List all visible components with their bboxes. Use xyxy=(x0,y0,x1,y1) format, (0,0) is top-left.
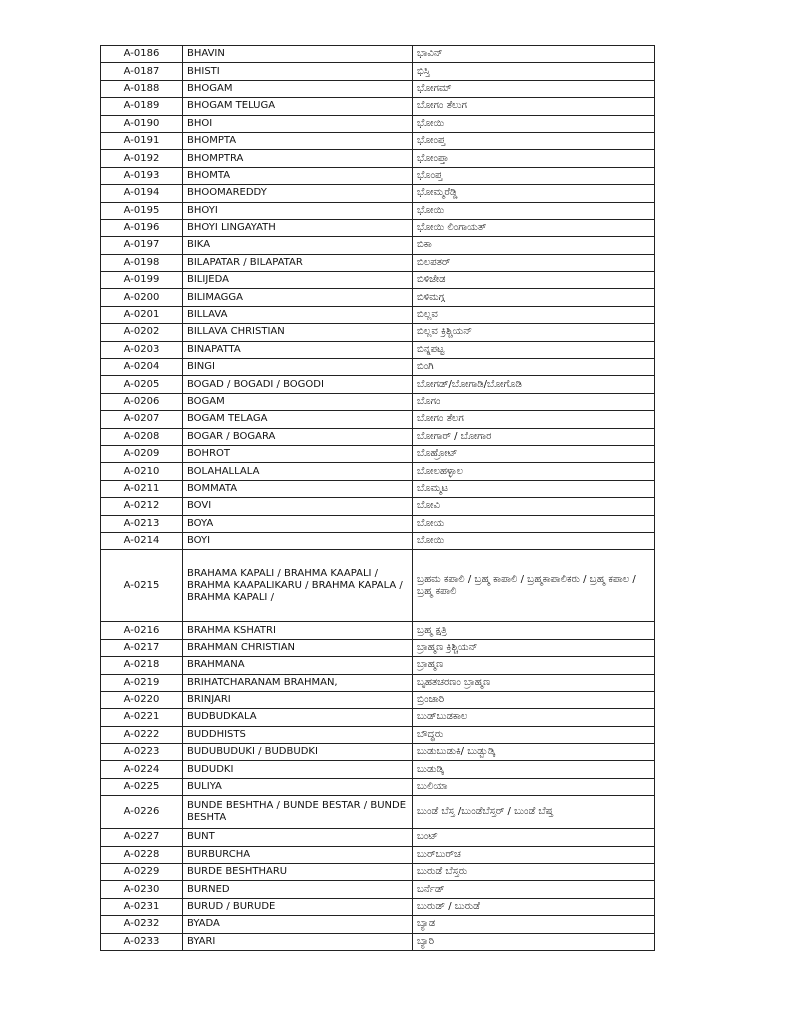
code-cell: A-0219 xyxy=(101,674,183,691)
code-cell: A-0211 xyxy=(101,480,183,497)
english-name-cell: BUDDHISTS xyxy=(183,726,413,743)
code-cell: A-0222 xyxy=(101,726,183,743)
table-row xyxy=(101,898,655,915)
kannada-name-cell: ಬುಡ್‌ಬುಡಕಾಲ xyxy=(413,709,655,726)
english-name-cell: BURNED xyxy=(183,881,413,898)
code-cell: A-0213 xyxy=(101,515,183,532)
english-name-cell: BOMMATA xyxy=(183,480,413,497)
kannada-name-cell: ಬಿಂಗಿ xyxy=(413,359,655,376)
table-row xyxy=(101,532,655,549)
table-row xyxy=(101,726,655,743)
table-row xyxy=(101,916,655,933)
code-cell: A-0203 xyxy=(101,341,183,358)
code-cell: A-0201 xyxy=(101,306,183,323)
code-cell: A-0217 xyxy=(101,639,183,656)
table-row xyxy=(101,761,655,778)
table-row xyxy=(101,515,655,532)
table-row xyxy=(101,622,655,639)
code-cell: A-0226 xyxy=(101,796,183,829)
english-name-cell: BUDBUDKALA xyxy=(183,709,413,726)
english-name-cell: BRAHMA KSHATRI xyxy=(183,622,413,639)
kannada-name-cell: ಬೋಗಡ್/ಬೋಗಾಡಿ/ಬೋಗೊಡಿ xyxy=(413,376,655,393)
code-cell: A-0204 xyxy=(101,359,183,376)
english-name-cell: BILAPATAR / BILAPATAR xyxy=(183,254,413,271)
table-row xyxy=(101,219,655,236)
kannada-name-cell: ಭೋಯಿ xyxy=(413,202,655,219)
kannada-name-cell: ಭೋಯಿ xyxy=(413,115,655,132)
code-cell: A-0186 xyxy=(101,46,183,63)
kannada-name-cell: ಬುಡುಬುಡುಕಿ/ ಬುಡ್ಬುಡ್ಕಿ xyxy=(413,744,655,761)
english-name-cell: BUDUBUDUKI / BUDBUDKI xyxy=(183,744,413,761)
english-name-cell: BOLAHALLALA xyxy=(183,463,413,480)
english-name-cell: BILLAVA xyxy=(183,306,413,323)
kannada-name-cell: ಬ್ರಹ್ಮ ಕ್ಷತ್ರಿ xyxy=(413,622,655,639)
kannada-name-cell: ಭೊಂಪ್ತ xyxy=(413,167,655,184)
code-cell: A-0230 xyxy=(101,881,183,898)
code-cell: A-0188 xyxy=(101,80,183,97)
table-row xyxy=(101,98,655,115)
table-row xyxy=(101,778,655,795)
code-cell: A-0218 xyxy=(101,657,183,674)
code-cell: A-0220 xyxy=(101,691,183,708)
table-row xyxy=(101,498,655,515)
table-row xyxy=(101,864,655,881)
english-name-cell: BILIJEDA xyxy=(183,272,413,289)
kannada-name-cell: ಬ್ಯಾರಿ xyxy=(413,933,655,950)
english-name-cell: BHOOMAREDDY xyxy=(183,185,413,202)
english-name-cell: BHOYI xyxy=(183,202,413,219)
english-name-cell: BOGAM xyxy=(183,393,413,410)
english-name-cell: BHOMPTA xyxy=(183,132,413,149)
kannada-name-cell: ಬೋವಿ xyxy=(413,498,655,515)
english-name-cell: BHOYI LINGAYATH xyxy=(183,219,413,236)
kannada-name-cell: ಬ್ರಾಹ್ಮಣ ಕ್ರಿಶ್ಚಿಯನ್ xyxy=(413,639,655,656)
code-cell: A-0200 xyxy=(101,289,183,306)
kannada-name-cell: ಬಿಲ್ಲವ ಕ್ರಿಶ್ಚಿಯನ್ xyxy=(413,324,655,341)
english-name-cell: BINAPATTA xyxy=(183,341,413,358)
code-cell: A-0214 xyxy=(101,532,183,549)
kannada-name-cell: ಬೊಗಂ xyxy=(413,393,655,410)
english-name-cell: BHOMTA xyxy=(183,167,413,184)
english-name-cell: BYARI xyxy=(183,933,413,950)
kannada-name-cell: ಭೋಗಮ್ xyxy=(413,80,655,97)
code-cell: A-0212 xyxy=(101,498,183,515)
english-name-cell: BHOGAM xyxy=(183,80,413,97)
caste-list-table xyxy=(100,45,655,951)
kannada-name-cell: ಭಿಸ್ತಿ xyxy=(413,63,655,80)
kannada-name-cell: ಬಂಟ್ xyxy=(413,829,655,846)
code-cell: A-0195 xyxy=(101,202,183,219)
code-cell: A-0190 xyxy=(101,115,183,132)
table-row xyxy=(101,428,655,445)
kannada-name-cell: ಬ್ರಾಹ್ಮಣ xyxy=(413,657,655,674)
table-row xyxy=(101,80,655,97)
table-row xyxy=(101,150,655,167)
table-row xyxy=(101,63,655,80)
kannada-name-cell: ಭೋಂಪ್ತಾ xyxy=(413,150,655,167)
table-row xyxy=(101,657,655,674)
code-cell: A-0187 xyxy=(101,63,183,80)
kannada-name-cell: ಬಿಳಿಮಗ್ಗ xyxy=(413,289,655,306)
code-cell: A-0231 xyxy=(101,898,183,915)
kannada-name-cell: ಬೌದ್ಧರು xyxy=(413,726,655,743)
table-row xyxy=(101,167,655,184)
table-row xyxy=(101,691,655,708)
table-row xyxy=(101,341,655,358)
code-cell: A-0221 xyxy=(101,709,183,726)
english-name-cell: BOGAM TELAGA xyxy=(183,411,413,428)
english-name-cell: BRAHAMA KAPALI / BRAHMA KAAPALI / BRAHMA KAAPALIKARU / BRAHMA KAPALA / BRAHMA KAPALI / xyxy=(183,550,413,622)
english-name-cell: BRAHMANA xyxy=(183,657,413,674)
code-cell: A-0206 xyxy=(101,393,183,410)
english-name-cell: BUNT xyxy=(183,829,413,846)
table-row xyxy=(101,393,655,410)
english-name-cell: BURDE BESHTHARU xyxy=(183,864,413,881)
kannada-name-cell: ಬ್ಯಾಡ xyxy=(413,916,655,933)
english-name-cell: BOYI xyxy=(183,532,413,549)
english-name-cell: BUNDE BESHTHA / BUNDE BESTAR / BUNDE BESHTA xyxy=(183,796,413,829)
code-cell: A-0193 xyxy=(101,167,183,184)
english-name-cell: BIKA xyxy=(183,237,413,254)
table-row xyxy=(101,254,655,271)
table-body xyxy=(101,46,655,951)
table-row xyxy=(101,881,655,898)
english-name-cell: BOGAD / BOGADI / BOGODI xyxy=(183,376,413,393)
table-row xyxy=(101,639,655,656)
english-name-cell: BHOGAM TELUGA xyxy=(183,98,413,115)
table-row xyxy=(101,237,655,254)
english-name-cell: BILIMAGGA xyxy=(183,289,413,306)
kannada-name-cell: ಭೋಂಪ್ತ xyxy=(413,132,655,149)
english-name-cell: BRAHMAN CHRISTIAN xyxy=(183,639,413,656)
code-cell: A-0232 xyxy=(101,916,183,933)
kannada-name-cell: ಬ್ರಹಮ ಕಪಾಲಿ / ಬ್ರಹ್ಮ ಕಾಪಾಲಿ / ಬ್ರಹ್ಮಕಾಪಾಲಿಕರು / ಬ್ರಹ್ಮ ಕಪಾಲ / ಬ್ರಹ್ಮ ಕಪಾಲಿ xyxy=(413,550,655,622)
kannada-name-cell: ಬೋಗಂ ತೆಲಗ xyxy=(413,411,655,428)
code-cell: A-0202 xyxy=(101,324,183,341)
english-name-cell: BOHROT xyxy=(183,445,413,462)
code-cell: A-0209 xyxy=(101,445,183,462)
english-name-cell: BHISTI xyxy=(183,63,413,80)
english-name-cell: BRIHATCHARANAM BRAHMAN, xyxy=(183,674,413,691)
kannada-name-cell: ಬುರುಡೆ ಬೆಸ್ತರು xyxy=(413,864,655,881)
table-row xyxy=(101,709,655,726)
kannada-name-cell: ಬಿಕಾ xyxy=(413,237,655,254)
code-cell: A-0197 xyxy=(101,237,183,254)
kannada-name-cell: ಬೋಗಾರ್ / ಬೋಗಾರ xyxy=(413,428,655,445)
table-row xyxy=(101,359,655,376)
code-cell: A-0192 xyxy=(101,150,183,167)
table-row xyxy=(101,411,655,428)
english-name-cell: BRINJARI xyxy=(183,691,413,708)
table-row xyxy=(101,185,655,202)
code-cell: A-0229 xyxy=(101,864,183,881)
english-name-cell: BINGI xyxy=(183,359,413,376)
table-row xyxy=(101,272,655,289)
english-name-cell: BURUD / BURUDE xyxy=(183,898,413,915)
code-cell: A-0194 xyxy=(101,185,183,202)
kannada-name-cell: ಬಿಲಪತರ್ xyxy=(413,254,655,271)
code-cell: A-0208 xyxy=(101,428,183,445)
kannada-name-cell: ಬೋಗಂ ತೆಲುಗ xyxy=(413,98,655,115)
english-name-cell: BYADA xyxy=(183,916,413,933)
kannada-name-cell: ಬೋಯ xyxy=(413,515,655,532)
table-row xyxy=(101,796,655,829)
kannada-name-cell: ಬೋಲಹಳ್ಳಾಲ xyxy=(413,463,655,480)
code-cell: A-0215 xyxy=(101,550,183,622)
kannada-name-cell: ಭೋಮ್ಮರೆಡ್ಡಿ xyxy=(413,185,655,202)
kannada-name-cell: ಭೋಯಿ ಲಿಂಗಾಯತ್ xyxy=(413,219,655,236)
english-name-cell: BHOI xyxy=(183,115,413,132)
english-name-cell: BILLAVA CHRISTIAN xyxy=(183,324,413,341)
kannada-name-cell: ಬಿಲ್ಲವ xyxy=(413,306,655,323)
code-cell: A-0227 xyxy=(101,829,183,846)
code-cell: A-0216 xyxy=(101,622,183,639)
kannada-name-cell: ಬೃಹತಚರಣಂ ಬ್ರಾಹ್ಮಣ xyxy=(413,674,655,691)
table-row xyxy=(101,463,655,480)
table-row xyxy=(101,480,655,497)
kannada-name-cell: ಬೋಯಿ xyxy=(413,532,655,549)
code-cell: A-0205 xyxy=(101,376,183,393)
table-row xyxy=(101,744,655,761)
table-row xyxy=(101,202,655,219)
kannada-name-cell: ಬೊಹ್ರೋಟ್ xyxy=(413,445,655,462)
code-cell: A-0210 xyxy=(101,463,183,480)
table-row xyxy=(101,674,655,691)
table-row xyxy=(101,846,655,863)
kannada-name-cell: ಬಿನ್ನಪಟ್ಟ xyxy=(413,341,655,358)
code-cell: A-0196 xyxy=(101,219,183,236)
kannada-name-cell: ಬಿಳಿಜೇಡ xyxy=(413,272,655,289)
english-name-cell: BOGAR / BOGARA xyxy=(183,428,413,445)
table-row xyxy=(101,829,655,846)
table-row xyxy=(101,46,655,63)
table-row xyxy=(101,445,655,462)
kannada-name-cell: ಭಾವಿನ್ xyxy=(413,46,655,63)
code-cell: A-0233 xyxy=(101,933,183,950)
code-cell: A-0198 xyxy=(101,254,183,271)
table-row xyxy=(101,550,655,622)
kannada-name-cell: ಬೊಮ್ಮಟ xyxy=(413,480,655,497)
kannada-name-cell: ಬುಲಿಯಾ xyxy=(413,778,655,795)
table-row xyxy=(101,289,655,306)
table-row xyxy=(101,324,655,341)
kannada-name-cell: ಬ್ರಿಂಜಾರಿ xyxy=(413,691,655,708)
table-row xyxy=(101,933,655,950)
kannada-name-cell: ಬರ್ನೆಡ್ xyxy=(413,881,655,898)
table-row xyxy=(101,132,655,149)
english-name-cell: BOYA xyxy=(183,515,413,532)
code-cell: A-0224 xyxy=(101,761,183,778)
english-name-cell: BURBURCHA xyxy=(183,846,413,863)
code-cell: A-0207 xyxy=(101,411,183,428)
code-cell: A-0199 xyxy=(101,272,183,289)
english-name-cell: BOVI xyxy=(183,498,413,515)
kannada-name-cell: ಬುಡುಡ್ಕಿ xyxy=(413,761,655,778)
code-cell: A-0189 xyxy=(101,98,183,115)
english-name-cell: BHAVIN xyxy=(183,46,413,63)
english-name-cell: BUDUDKI xyxy=(183,761,413,778)
code-cell: A-0228 xyxy=(101,846,183,863)
code-cell: A-0225 xyxy=(101,778,183,795)
table-row xyxy=(101,376,655,393)
table-row xyxy=(101,115,655,132)
english-name-cell: BHOMPTRA xyxy=(183,150,413,167)
english-name-cell: BULIYA xyxy=(183,778,413,795)
table-row xyxy=(101,306,655,323)
code-cell: A-0191 xyxy=(101,132,183,149)
kannada-name-cell: ಬುಂಡೆ ಬೆಸ್ತ /ಬುಂಡೆಬೆಸ್ತರ್ / ಬುಂಡೆ ಬೆಷ್ತ xyxy=(413,796,655,829)
code-cell: A-0223 xyxy=(101,744,183,761)
kannada-name-cell: ಬುರ್‌ಬುರ್‌ಚ xyxy=(413,846,655,863)
kannada-name-cell: ಬುರುಡ್ / ಬುರುಡೆ xyxy=(413,898,655,915)
